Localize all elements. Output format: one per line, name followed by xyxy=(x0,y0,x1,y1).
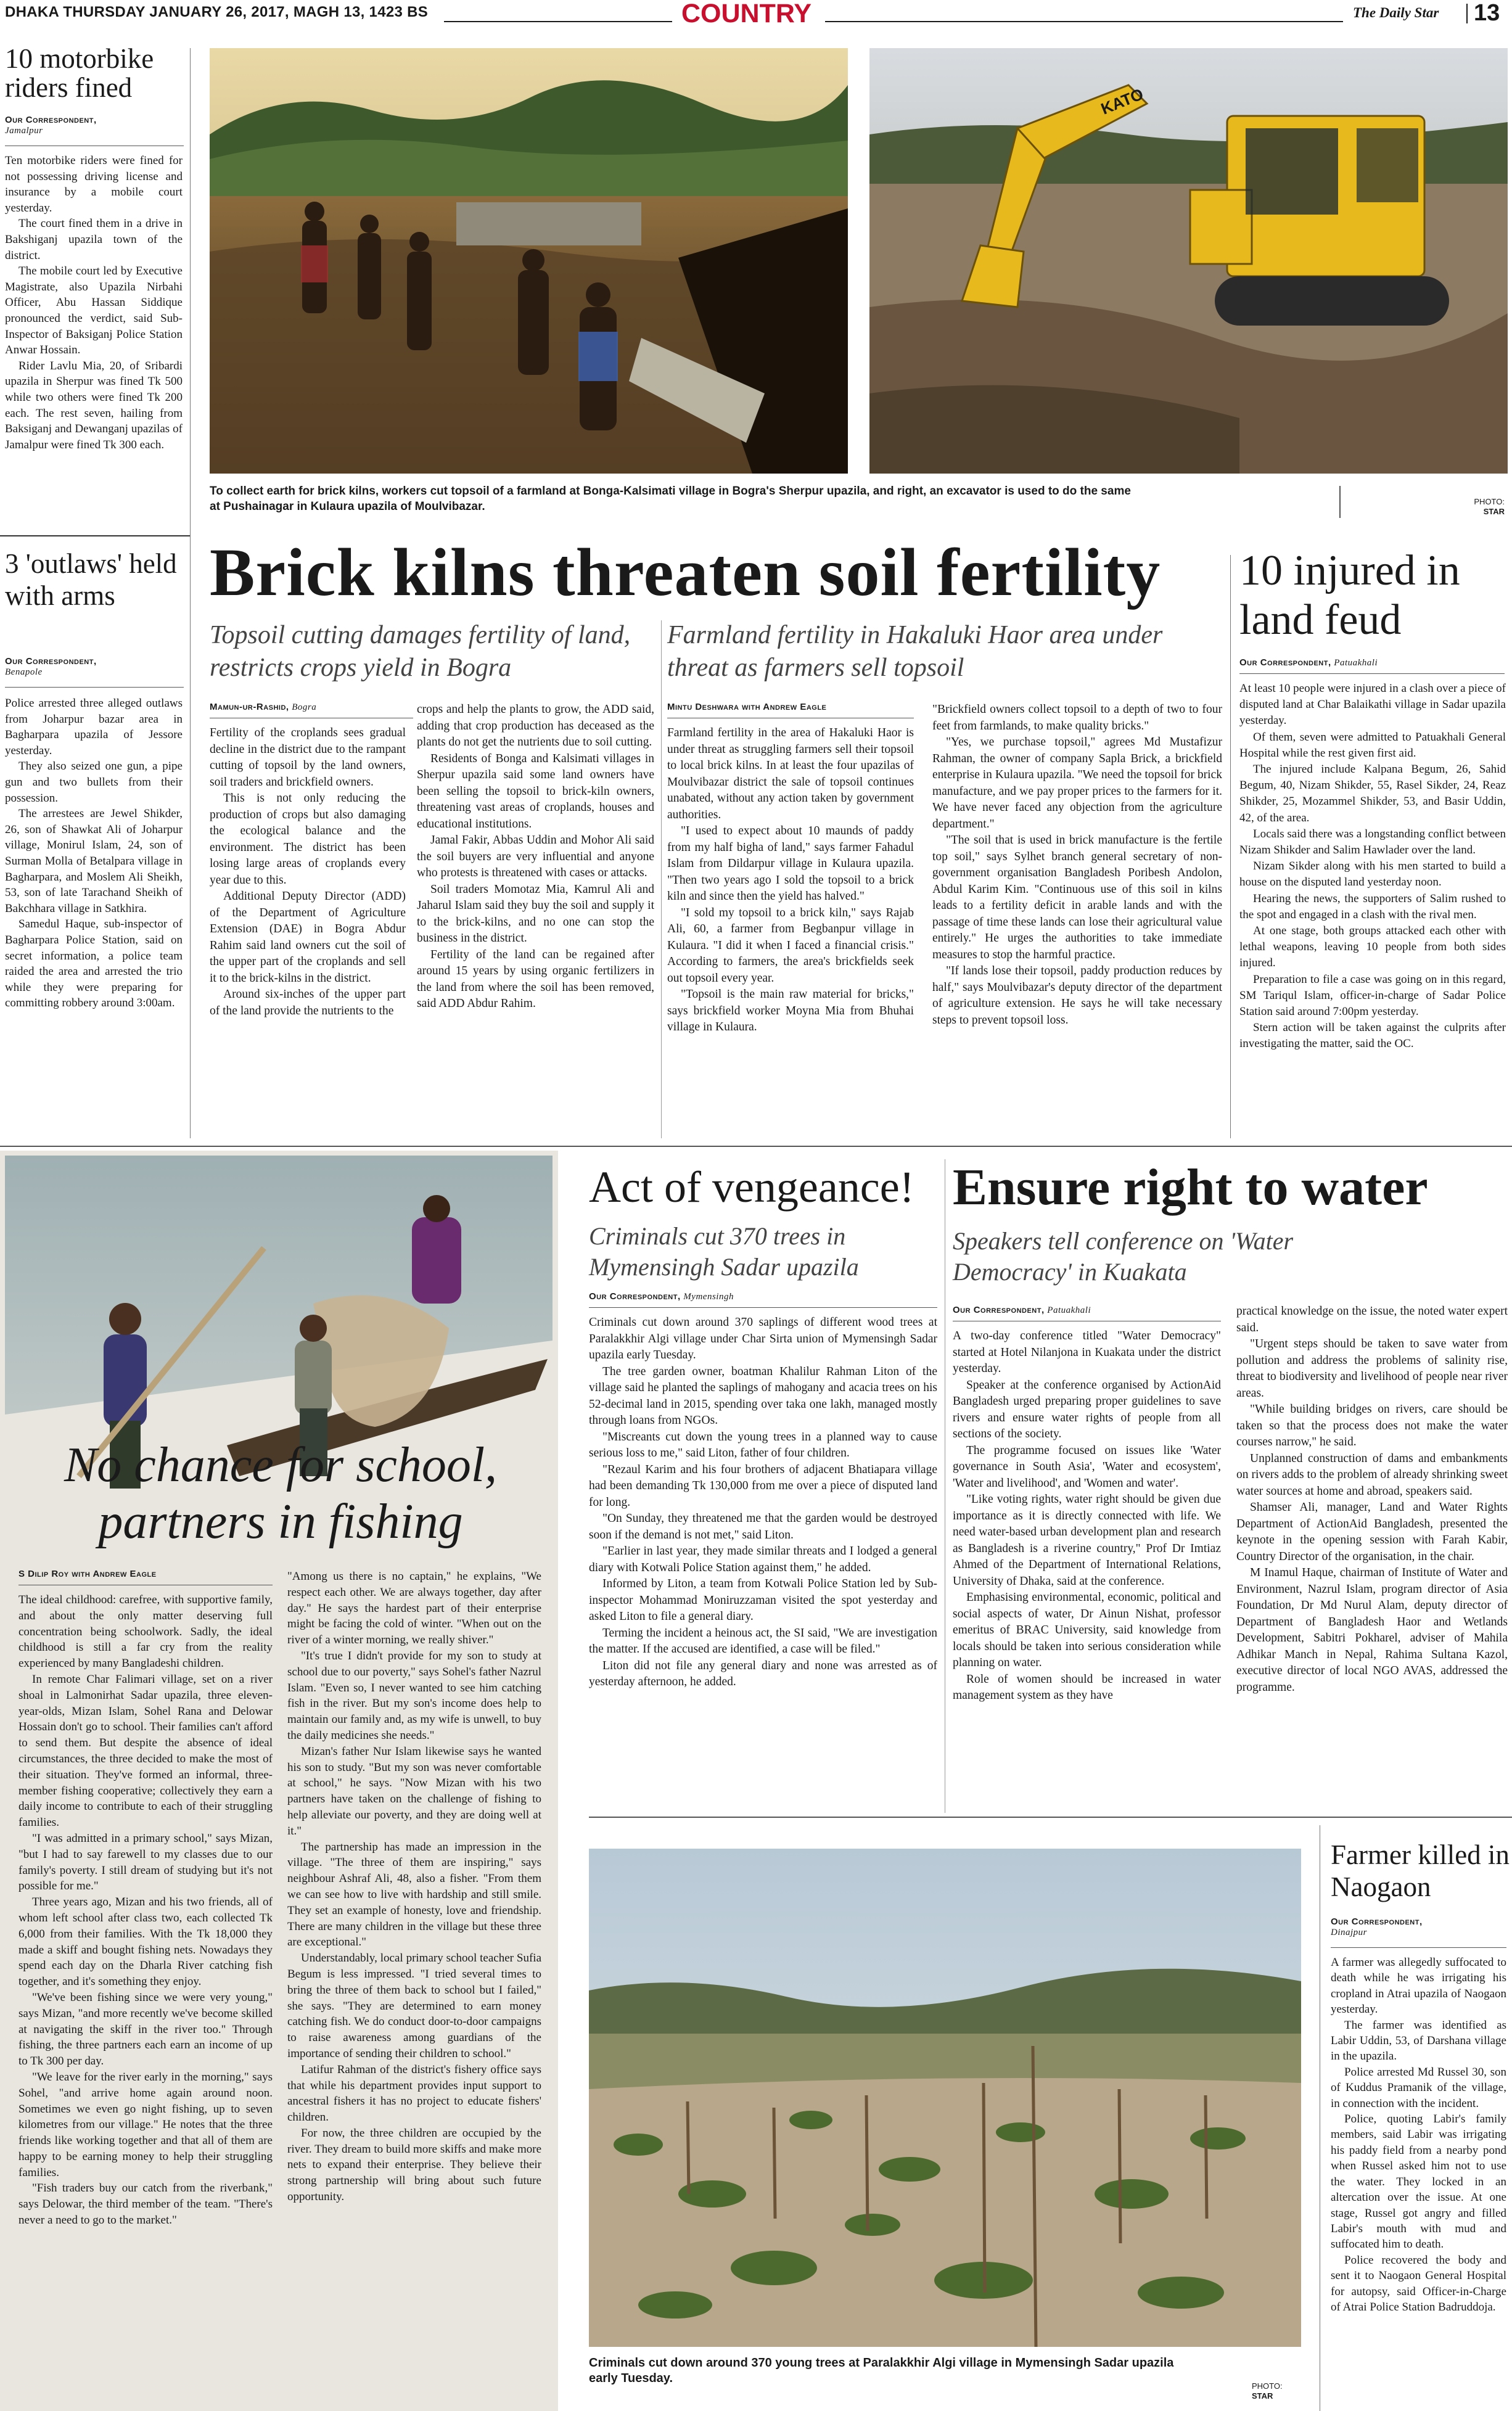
motorbike-byline: Our Correspondent, Jamalpur xyxy=(5,115,97,136)
school-headline-line1: No chance for school, xyxy=(64,1438,498,1492)
brick-col3: Farmland fertility in the area of Hakaluki Haor is under threat as struggling farmers sell their topsoil to local brick kilns. In at least the four upazilas of Moulvibazar district the sale of topsoil continues unabated, without any action taken by government authorities. "I used to expect about 10 maunds of paddy from my half bigha of land," says farmer Fahadul Islam from Dildarpur village in Kulaura upazila. "Then two years ago I sold the topsoil to a brick kiln and since then the yield has halved." "I sold my topsoil to a brick kiln," says Rajab Ali, 60, a farmer from Begbanpur village in Kulaura. "I did it when I faced a financial crisis." According to farmers, the area's brickfields seek out topsoil every year. "Topsoil is the main raw material for bricks," says brickfield worker Moyna Mia from Bhuhai village in Kulaura. xyxy=(667,726,914,1033)
farmer-byline: Our Correspondent, Dinajpur xyxy=(1331,1916,1423,1937)
trees-credit-name: STAR xyxy=(1252,2391,1273,2401)
motorbike-body: Ten motorbike riders were fined for not possessing driving license and insurance by a mobile court yesterday. The court fined them in a drive in Bakshiganj upazila town of the district. The mobile court led by Executive Magistrate, also Upazila Nirbahi Officer, Abu Hassan Siddique pronounced the verdict, said Sub-Inspector of Baksiganj Police Station Anwar Hossain. Rider Lavlu Mia, 20, of Sribardi upazila in Sherpur was fined Tk 500 while two others were fined Tk 200 each. The rest seven, hailing from Baksiganj and Dewanganj upazilas of Jamalpur were fined Tk 300 each. xyxy=(5,154,183,451)
credit-label: PHOTO: xyxy=(1474,497,1505,506)
top-photo-credit xyxy=(1455,497,1505,517)
brick-col1: Fertility of the croplands sees gradual decline in the district due to the rampant cutting of topsoil by the land owners, soil traders and brickfield owners. This is not only reducing the production of crops but also damaging the ecological balance and the environment. The district has been losing large areas of croplands every year due to this. Additional Deputy Director (ADD) of the Department of Agriculture Extension (DAE) in Bogra Abdur Rahim said land owners cut the soil of the upper part of the croplands and sell it to the brick-kilns in the district. Around six-inches of the upper part of the land provide the nutrients to the xyxy=(210,726,406,1017)
dateline: DHAKA THURSDAY JANUARY 26, 2017, MAGH 13, 1423 BS xyxy=(5,4,429,20)
brick-byline-left: Mamun-ur-Rashid, Bogra xyxy=(210,702,317,712)
paper-name: The Daily Star xyxy=(1353,5,1439,20)
trees-credit-label: PHOTO: xyxy=(1252,2381,1283,2391)
excavator-photo xyxy=(869,48,1508,474)
vengeance-headline: Act of vengeance! xyxy=(589,1162,914,1212)
feud-byline: Our Correspondent, Patuakhali xyxy=(1239,657,1378,668)
outlaws-body: Police arrested three alleged outlaws from Joharpur bazar area in Bagharpara upazila of Jessore yesterday. They also seized one gun, a pipe gun and two bullets from their possession. The arrestees are Jewel Shikder, 26, son of Shawkat Ali of Joharpur village, Monirul Islam, 24, son of Surman Molla of Betalpara village in Bagharpara, and Moslem Ali Sheikh, 53, son of late Tarachand Sheikh of Bakchhara village in Satkhira. Samedul Haque, sub-inspector of Bagharpara Police Station, said on secret information, a police team raided the area and arrested the trio while they were preparing for committing robbery around 3:00am. xyxy=(5,697,183,1010)
brick-deck-left: Topsoil cutting damages fertility of land, restricts crops yield in Bogra xyxy=(210,621,631,682)
topsoil-photo xyxy=(210,48,848,474)
vengeance-byline: Our Correspondent, Mymensingh xyxy=(589,1291,734,1302)
farmer-headline: Farmer killed in Naogaon xyxy=(1331,1839,1510,1902)
school-col1: The ideal childhood: carefree, with supportive family, and about the only matter deserving full concentration being schoolwork. Sadly, the ideal childhood is still a far cry from the reality experienced by many Bangladeshi children. In remote Char Falimari village, set on a river shoal in Lalmonirhat Sadar upazila, three eleven-year-olds, Mizan Islam, Sohel Rana and Delowar Hossain don't go to school. Their families can't afford to send them. But despite the absence of ideal circumstances, the three decided to make the most of their situation. They've formed an informal, three-member fishing cooperative; collectively they earn a daily income to contribute to each of their struggling families. "I was admitted in a primary school," says Mizan, "but I had to say farewell to my classes due to our family's poverty. I still dream of studying but it's not possible for me." Three years ago, Mizan and his two friends, all of whom left school after class two, each collected Tk 6,000 from their families. With the Tk 18,000 they made a skiff and bought fishing nets. Nowadays they spend each day on the Dharla River catching fish together, and it's something they enjoy. "We've been fishing since we were very young," says Mizan, "and more recently we've become skilled at navigating the skiff in the river too." Through fishing, the three partners each earn an income of up to Tk 300 per day. "We leave for the river early in the morning," says Sohel, "and arrive home again around noon. Sometimes we even go night fishing, up to seven kilometres from our village." He notes that the three friends like working together and that all of them are happy to be earning money to help their struggling families. "Fish traders buy our catch from the riverbank," says Delowar, the third member of the team. "There's never a need to go to the market." xyxy=(18,1593,273,2227)
brick-col2: crops and help the plants to grow, the ADD said, adding that crop production has deceased as the plants do not get the nutrients due to soil cutting. Residents of Bonga and Kalsimati villages in Sherpur upazila said some land owners have been selling the topsoil to brick-kiln owners, threatening vast areas of croplands, houses and educational institutions. Jamal Fakir, Abbas Uddin and Mohor Ali said the soil buyers are very influential and anyone who protests is threatened with cases or attacks. Soil traders Momotaz Mia, Kamrul Ali and Jaharul Islam said they buy the soil and supply it to the brick-kilns, and no one can stop the business in the district. Fertility of the land can be regained after around 15 years by using organic fertilizers in the land from where the soil has been removed, said ADD Abdur Rahim. xyxy=(417,703,654,1010)
motorbike-headline: 10 motorbike riders fined xyxy=(5,43,154,104)
section-label: COUNTRY xyxy=(681,0,812,28)
water-col1: A two-day conference titled "Water Democracy" started at Hotel Nilanjona in Kuakata under the district yesterday. Speaker at the conference organised by ActionAid Bangladesh urged preparing proper guidelines to save rivers and ensure water rights of people from all sections of the society. The programme focused on issues like 'Water governance in South Asia', 'Water and ecosystem', 'Water and livelihood', and 'Women and water'. "Like voting rights, water right should be given due importance as it is directly connected with life. We need water-based urban development plan and research as Bangladesh is a riverine country," Prof Dr Imtiaz Ahmed of the Department of International Relations, University of Dhaka, said at the conference. Emphasising environmental, economic, political and social aspects of water, Dr Ainun Nishat, professor emeritus of BRAC University, said knowledge from locals should be taken into serious consideration while planning on water. Role of women should be increased in water management system as they have xyxy=(953,1329,1221,1702)
water-headline: Ensure right to water xyxy=(953,1159,1428,1216)
water-byline: Our Correspondent, Patuakhali xyxy=(953,1305,1091,1315)
page-number: 13 xyxy=(1474,0,1500,26)
trees-photo-caption: Criminals cut down around 370 young trees at Paralakkhir Algi village in Mymensingh Sadar upazila early Tuesday. xyxy=(589,2356,1174,2385)
kato-logo: KATO xyxy=(1098,84,1146,118)
outlaws-headline: 3 'outlaws' held with arms xyxy=(5,548,177,611)
school-byline: S Dilip Roy with Andrew Eagle xyxy=(18,1569,157,1579)
masthead xyxy=(0,0,1512,28)
brick-deck-right: Farmland fertility in Hakaluki Haor area under threat as farmers sell topsoil xyxy=(667,621,1163,682)
cut-trees-photo xyxy=(589,1849,1301,2347)
school-headline xyxy=(12,1437,549,1550)
water-deck: Speakers tell conference on 'Water Democracy' in Kuakata xyxy=(953,1227,1294,1286)
brick-headline: Brick kilns threaten soil fertility xyxy=(210,535,1161,610)
feud-body: At least 10 people were injured in a clash over a piece of disputed land at Char Balaikathi village in Sadar upazila yesterday. Of them, seven were admitted to Patuakhali General Hospital while the rest given first aid. The injured include Kalpana Begum, 26, Sahid Begum, 40, Nizam Shikder, 55, Rasel Sikder, 24, Reaz Shikder, 25, Mozammel Shikder, 53, and Basir Uddin, 42, of the area. Locals said there was a longstanding conflict between Nizam Shikder and Salim Hawlader over the land. Nizam Sikder along with his men started to build a house on the disputed land yesterday noon. Hearing the news, the supporters of Salim rushed to the spot and engaged in a clash with the rival men. At one stage, both groups attacked each other with lethal weapons, leaving 10 people from both sides injured. Preparation to file a case was going on in this regard, SM Tariqul Islam, officer-in-charge of Sadar Police Station said around 7:00pm yesterday. Stern action will be taken against the culprits after investigating the matter, said the OC. xyxy=(1239,682,1506,1051)
brick-byline-right: Mintu Deshwara with Andrew Eagle xyxy=(667,702,827,712)
vengeance-body: Criminals cut down around 370 saplings of different wood trees at Paralakkhir Algi village under Char Sirta union of Mymensingh Sadar upazila early Tuesday. The tree garden owner, boatman Khalilur Rahman Liton of the village said he planted the saplings of mahogany and acacia trees on his 52-decimal land in 2015, spending over taka one lakh, managed mostly through loans from NGOs. "Miscreants cut down the young trees in a planned way to cause serious loss to me," said Liton, father of four children. "Rezaul Karim and his four brothers of adjacent Bhatiapara village had been demanding Tk 130,000 from me over a piece of disputed land for long. "On Sunday, they threatened me that the garden would be destroyed soon if the demand is not met," said Liton. "Earlier in last year, they made similar threats and I lodged a general diary with Kotwali Police Station against them," he added. Informed by Liton, a team from Kotwali Police Station led by Sub-inspector Mohammad Moniruzzaman visited the spot yesterday and asked Liton to file a general diary. Terming the incident a heinous act, the SI said, "We are investigation the matter. If the accused are identified, a case will be filed." Liton did not file any general diary and none was arrested as of yesterday afternoon, he added. xyxy=(589,1316,937,1688)
school-headline-line2: partners in fishing xyxy=(98,1495,463,1549)
credit-name: STAR xyxy=(1483,507,1505,516)
school-col2: "Among us there is no captain," he explains, "We respect each other. We are always together, day after day." He says the hardest part of their enterprise might be facing the cold of winter. "When out on the river of a winter morning, we really shiver." "It's true I didn't provide for my son to study at school due to our poverty," says Sohel's father Nazrul Islam. "Even so, I never wanted to see him catching fish in the river. But my son's income does help to maintain our family and, as my wife is unwell, to buy the daily medicines she needs." Mizan's father Nur Islam likewise says he wanted his son to study. "But my son was never comfortable at school," he says. "Now Mizan with his two partners have taken on the challenge of fishing to help alleviate our poverty, and they are doing well at it." The partnership has made an impression in the village. "The three of them are inspiring," says neighbour Ashraf Ali, 48, also a fisher. "From them we can see how to live with hardship and still smile. They set an example of honesty, love and friendship. There are many children in the village but these three are exceptional." Understandably, local primary school teacher Sufia Begum is less impressed. "I tried several times to bring the three of them back to school but I failed," she says. "They are determined to earn money catching fish. We do conduct door-to-door campaigns to raise awareness among guardians of the importance of sending their children to school." Latifur Rahman of the district's fishery office says that while his department provides input support to ancestral fishers it has no project to educate fishers' children. For now, the three children are occupied by the river. They dream to build more skiffs and make more nets to expand their enterprise. They believe their strong partnership will bring about such future opportunity. xyxy=(287,1570,541,2204)
water-col2: practical knowledge on the issue, the noted water expert said. "Urgent steps should be taken to save water from pollution and address the problems of salinity rise, threat to biodiversity and livelihood of people near river areas. "While building bridges on rivers, care should be taken so that the process does not make the water courses narrow," he said. Unplanned construction of dams and embankments on rivers adds to the problem of already shrinking sweet water sources at home and abroad, speakers said. Shamser Ali, manager, Land and Water Rights Department of ActionAid Bangladesh, presented the keynote in the opening session with Farah Kabir, Country Director of the organisation, in the chair. M Inamul Haque, chairman of Institute of Water and Environment, Nazrul Islam, program director of Asia Foundation, Dr Md Nurul Alam, deputy director of Department of Bangladesh Haor and Wetlands Development, Sabitri Pokharel, adviser of Mahila Adhikar Manch in Nepal, Rahima Sultana Kazol, executive director of local NGO AVAS, addressed the programme. xyxy=(1236,1305,1508,1694)
top-photo-caption: To collect earth for brick kilns, workers cut topsoil of a farmland at Bonga-Kalsimati village in Bogra's Sherpur upazila, and right, an excavator is used to do the same at Pushainagar in Kulaura upazila of Moulvibazar. xyxy=(210,485,1131,513)
farmer-body: A farmer was allegedly suffocated to death while he was irrigating his cropland in Atrai upazila of Naogaon yesterday. The farmer was identified as Labir Uddin, 53, of Darshana village in the upazila. Police arrested Md Russel 30, son of Kuddus Pramanik of the village, in connection with the incident. Police, quoting Labir's family members, said Labir was irrigating his paddy field from a nearby pond when Russel asked him not to use the water. They locked in an altercation over the issue. At one stage, Russel got angry and filled Labir's mouth with mud and suffocated him to death. Police recovered the body and sent it to Naogaon General Hospital for autopsy, said Officer-in-Charge of Atrai Police Station Badruddoja. xyxy=(1331,1956,1506,2314)
trees-photo-credit xyxy=(1252,2381,1301,2401)
feud-headline: 10 injured in land feud xyxy=(1239,547,1460,644)
brick-col4: "Brickfield owners collect topsoil to a depth of two to four feet from farmlands, to make quality bricks." "Yes, we purchase topsoil," agrees Md Mustafizur Rahman, the owner of company Sapla Brick, a brickfield enterprise in Kulaura upazila. "We need the topsoil for brick manufacture, and we pay proper prices to the farmers for it. We have never faced any objection from the agriculture department." "The soil that is used in brick manufacture is the fertile top soil," says Sylhet branch general secretary of non-government organisation Bangladesh Poribesh Andolon, Abdul Karim Kim. "Continuous use of this soil in kilns leads to a fertility deficit in arable lands and with the passage of time these lands can lose their agricultural value entirely." He urges the authorities to take immediate measures to stop the harmful practice. "If lands lose their topsoil, paddy production reduces by half," says Moulvibazar's deputy director of the department of agriculture extension. He says he will take necessary steps to prevent topsoil loss. xyxy=(932,703,1222,1027)
vengeance-deck: Criminals cut 370 trees in Mymensingh Sadar upazila xyxy=(589,1222,859,1281)
outlaws-byline: Our Correspondent, Benapole xyxy=(5,656,97,677)
